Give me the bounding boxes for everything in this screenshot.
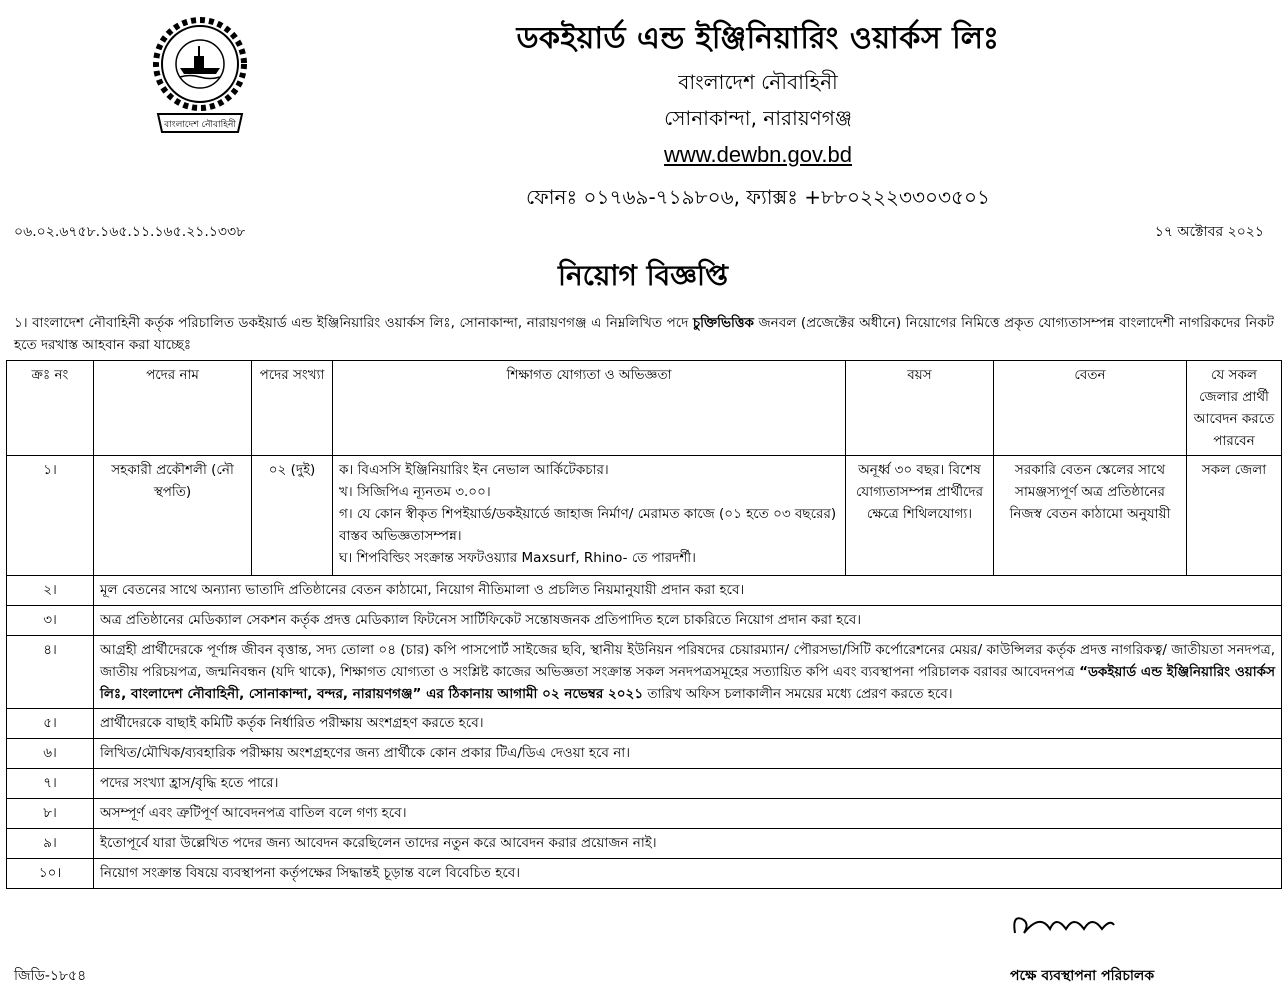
recruitment-table [6,360,1282,889]
item-text: নিয়োগ সংক্রান্ত বিষয়ে ব্যবস্থাপনা কর্তৃপক্ষের সিদ্ধান্তই চূড়ান্ত বলে বিবেচিত হবে। [94,859,1282,889]
row-count: ০২ (দুই) [252,456,333,576]
qual-item: খ। সিজিপিএ ন্যূনতম ৩.০০। [339,484,491,500]
table-row [7,709,1282,739]
header-salary: বেতন [994,361,1187,456]
row-post: সহকারী প্রকৌশলী (নৌ স্থপতি) [94,456,252,576]
table-header-row [7,361,1282,456]
item-text: ইতোপূর্বে যারা উল্লেখিত পদের জন্য আবেদন করেছিলেন তাদের নতুন করে আবেদন করার প্রয়োজন নাই। [94,829,1282,859]
table-row [7,576,1282,606]
qual-item: ঘ। শিপবিল্ডিং সংক্রান্ত সফটওয়্যার Maxsurf, Rhino- তে পারদর্শী। [339,550,696,566]
item-serial: ৩। [7,606,94,636]
item-serial: ৬। [7,739,94,769]
item-serial: ৯। [7,829,94,859]
gd-number: জিডি-১৮৫৪ [14,968,87,984]
signer-designation: পক্ষে ব্যবস্থাপনা পরিচালক [1010,968,1155,984]
intro-paragraph: ১। বাংলাদেশ নৌবাহিনী কর্তৃক পরিচালিত ডকইয়ার্ড এন্ড ইঞ্জিনিয়ারিং ওয়ার্কস লিঃ, সোনাকান্দা, নারায়ণগঞ্জ এ নিম্নলিখিত পদে চুক্তিভিত্তিক জনবল (প্রজেক্টের অধীনে) নিয়োগের নিমিত্তে প্রকৃত যোগ্যতাসম্পন্ন বাংলাদেশী নাগরিকদের নিকট হতে দরখাস্ত আহবান করা যাচ্ছেঃ [14,315,1274,353]
notice-date: ১৭ অক্টোবর ২০২১ [1154,224,1264,240]
table-row [7,799,1282,829]
item-text: মূল বেতনের সাথে অন্যান্য ভাতাদি প্রতিষ্ঠানের বেতন কাঠামো, নিয়োগ নীতিমালা ও প্রচলিত নিয়মানুযায়ী প্রদান করা হবে। [94,576,1282,606]
item-text: লিখিত/মৌখিক/ব্যবহারিক পরীক্ষায় অংশগ্রহণের জন্য প্রার্থীকে কোন প্রকার টিএ/ডিএ দেওয়া হবে না। [94,739,1282,769]
table-row [7,769,1282,799]
header-post: পদের নাম [94,361,252,456]
svg-text:বাংলাদেশ নৌবাহিনী: বাংলাদেশ নৌবাহিনী [164,120,236,130]
org-name: ডকইয়ার্ড এন্ড ইঞ্জিনিয়ারিং ওয়ার্কস লিঃ [516,21,1000,56]
row-qualification [333,456,846,576]
memo-number: ০৬.০২.৬৭৫৮.১৬৫.১১.১৬৫.২১.১৩৩৮ [14,224,246,240]
item-serial: ১০। [7,859,94,889]
org-location: সোনাকান্দা, নারায়ণগঞ্জ [664,106,852,130]
table-row [7,636,1282,709]
row-salary: সরকারি বেতন স্কেলের সাথে সামঞ্জস্যপূর্ণ অত্র প্রতিষ্ঠানের নিজস্ব বেতন কাঠামো অনুযায়ী [994,456,1187,576]
header-district: যে সকল জেলার প্রার্থী আবেদন করতে পারবেন [1187,361,1282,456]
header-qualification: শিক্ষাগত যোগ্যতা ও অভিজ্ঞতা [333,361,846,456]
item-serial: ৫। [7,709,94,739]
qual-item: গ। যে কোন স্বীকৃত শিপইয়ার্ড/ডকইয়ার্ডে জাহাজ নির্মাণ/ মেরামত কাজে (০১ হতে ০৩ বছরের) বাস্তব অভিজ্ঞতাসম্পন্ন। [339,506,837,544]
item-text: আগ্রহী প্রার্থীদেরকে পূর্ণাঙ্গ জীবন বৃত্তান্ত, সদ্য তোলা ০৪ (চার) কপি পাসপোর্ট সাইজের ছবি, স্থানীয় ইউনিয়ন পরিষদের চেয়ারম্যান/ পৌরসভা/সিটি কর্পোরেশনের মেয়র/ কাউন্সিলর কর্তৃক প্রদত্ত নাগরিকত্ব/ জাতীয়তা সনদপত্র, জাতীয় পরিচয়পত্র, জন্মনিবন্ধন (যদি থাকে), শিক্ষাগত যোগ্যতা ও সংশ্লিষ্ট কাজের অভিজ্ঞতা সংক্রান্ত সকল সনদপত্রসমূহের সত্যায়িত কপি এবং ব্যবস্থাপনা পরিচালক বরাবর আবেদনপত্র “ডকইয়ার্ড এন্ড ইঞ্জিনিয়ারিং ওয়ার্কস লিঃ, বাংলাদেশ নৌবাহিনী, সোনাকান্দা, বন্দর, নারায়ণগঞ্জ” এর ঠিকানায় আগামী ০২ নভেম্বর ২০২১ তারিখ অফিস চলাকালীন সময়ের মধ্যে প্রেরণ করতে হবে। [94,636,1282,709]
contact-info: ফোনঃ ০১৭৬৯-৭১৯৮০৬, ফ্যাক্সঃ +৮৮০২২২৩৩০৩৫০১ [526,185,990,209]
website-link[interactable]: www.dewbn.gov.bd [664,142,852,167]
item-text: প্রার্থীদেরকে বাছাই কমিটি কর্তৃক নির্ধারিত পরীক্ষায় অংশগ্রহণ করতে হবে। [94,709,1282,739]
header-count: পদের সংখ্যা [252,361,333,456]
item-text: অত্র প্রতিষ্ঠানের মেডিক্যাল সেকশন কর্তৃক প্রদত্ত মেডিক্যাল ফিটনেস সার্টিফিকেট সন্তোষজনক প্রতিপাদিত হলে চাকরিতে নিয়োগ প্রদান করা হবে। [94,606,1282,636]
item-serial: ৮। [7,799,94,829]
header-serial: ক্রঃ নং [7,361,94,456]
notice-title: নিয়োগ বিজ্ঞপ্তি [557,259,729,292]
row-age: অনূর্ধ্ব ৩০ বছর। বিশেষ যোগ্যতাসম্পন্ন প্রার্থীদের ক্ষেত্রে শিথিলযোগ্য। [846,456,994,576]
item-serial: ২। [7,576,94,606]
item-serial: ৪। [7,636,94,709]
table-row [7,606,1282,636]
table-row [7,456,1282,576]
row-district: সকল জেলা [1187,456,1282,576]
header-age: বয়স [846,361,994,456]
table-row [7,859,1282,889]
org-subtitle: বাংলাদেশ নৌবাহিনী [678,70,838,94]
row-serial: ১। [7,456,94,576]
signature-image [1010,905,1120,945]
table-row [7,829,1282,859]
table-row [7,739,1282,769]
item-text: পদের সংখ্যা হ্রাস/বৃদ্ধি হতে পারে। [94,769,1282,799]
qual-item: ক। বিএসসি ইঞ্জিনিয়ারিং ইন নেভাল আর্কিটেকচার। [339,462,609,478]
item-serial: ৭। [7,769,94,799]
item-text: অসম্পূর্ণ এবং ত্রুটিপূর্ণ আবেদনপত্র বাতিল বলে গণ্য হবে। [94,799,1282,829]
